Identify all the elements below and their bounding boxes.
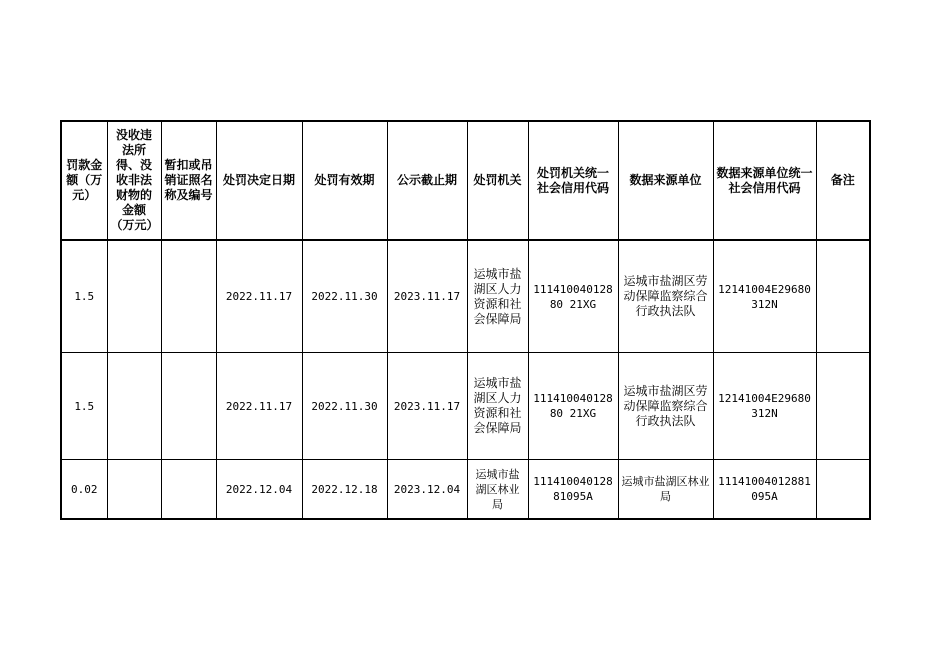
cell-authority-code: 11141004012881095A: [528, 460, 618, 520]
cell-publicity-end: 2023.12.04: [387, 460, 467, 520]
header-authority-code: 处罚机关统一社会信用代码: [528, 121, 618, 240]
header-remark: 备注: [816, 121, 870, 240]
cell-fine: 1.5: [61, 353, 107, 460]
header-confiscation: 没收违法所得、没收非法财物的金额（万元）: [107, 121, 161, 240]
cell-confiscation: [107, 460, 161, 520]
header-license: 暂扣或吊销证照名称及编号: [161, 121, 216, 240]
cell-authority: 运城市盐湖区林业局: [467, 460, 528, 520]
cell-fine: 1.5: [61, 240, 107, 353]
cell-decision-date: 2022.12.04: [216, 460, 302, 520]
header-fine: 罚款金额（万元）: [61, 121, 107, 240]
cell-authority-code: 11141004012880 21XG: [528, 240, 618, 353]
cell-source-unit: 运城市盐湖区劳动保障监察综合行政执法队: [618, 353, 713, 460]
cell-remark: [816, 460, 870, 520]
cell-fine: 0.02: [61, 460, 107, 520]
header-source-code: 数据来源单位统一社会信用代码: [713, 121, 816, 240]
cell-source-code: 12141004E29680312N: [713, 240, 816, 353]
header-publicity-end: 公示截止期: [387, 121, 467, 240]
cell-confiscation: [107, 353, 161, 460]
penalty-table: [60, 120, 871, 520]
cell-decision-date: 2022.11.17: [216, 240, 302, 353]
header-authority: 处罚机关: [467, 121, 528, 240]
cell-publicity-end: 2023.11.17: [387, 353, 467, 460]
header-decision-date: 处罚决定日期: [216, 121, 302, 240]
cell-source-code: 11141004012881095A: [713, 460, 816, 520]
cell-license: [161, 240, 216, 353]
cell-authority-code: 11141004012880 21XG: [528, 353, 618, 460]
cell-valid-until: 2022.11.30: [302, 240, 387, 353]
cell-source-unit: 运城市盐湖区劳动保障监察综合行政执法队: [618, 240, 713, 353]
cell-decision-date: 2022.11.17: [216, 353, 302, 460]
header-valid-until: 处罚有效期: [302, 121, 387, 240]
cell-source-unit: 运城市盐湖区林业局: [618, 460, 713, 520]
cell-source-code: 12141004E29680312N: [713, 353, 816, 460]
table-row: [61, 460, 870, 520]
cell-authority: 运城市盐湖区人力资源和社会保障局: [467, 240, 528, 353]
cell-authority: 运城市盐湖区人力资源和社会保障局: [467, 353, 528, 460]
cell-valid-until: 2022.11.30: [302, 353, 387, 460]
cell-license: [161, 460, 216, 520]
table-row: [61, 353, 870, 460]
header-row: [61, 121, 870, 240]
header-source-unit: 数据来源单位: [618, 121, 713, 240]
cell-license: [161, 353, 216, 460]
table-row: [61, 240, 870, 353]
cell-valid-until: 2022.12.18: [302, 460, 387, 520]
cell-remark: [816, 353, 870, 460]
cell-remark: [816, 240, 870, 353]
cell-publicity-end: 2023.11.17: [387, 240, 467, 353]
cell-confiscation: [107, 240, 161, 353]
